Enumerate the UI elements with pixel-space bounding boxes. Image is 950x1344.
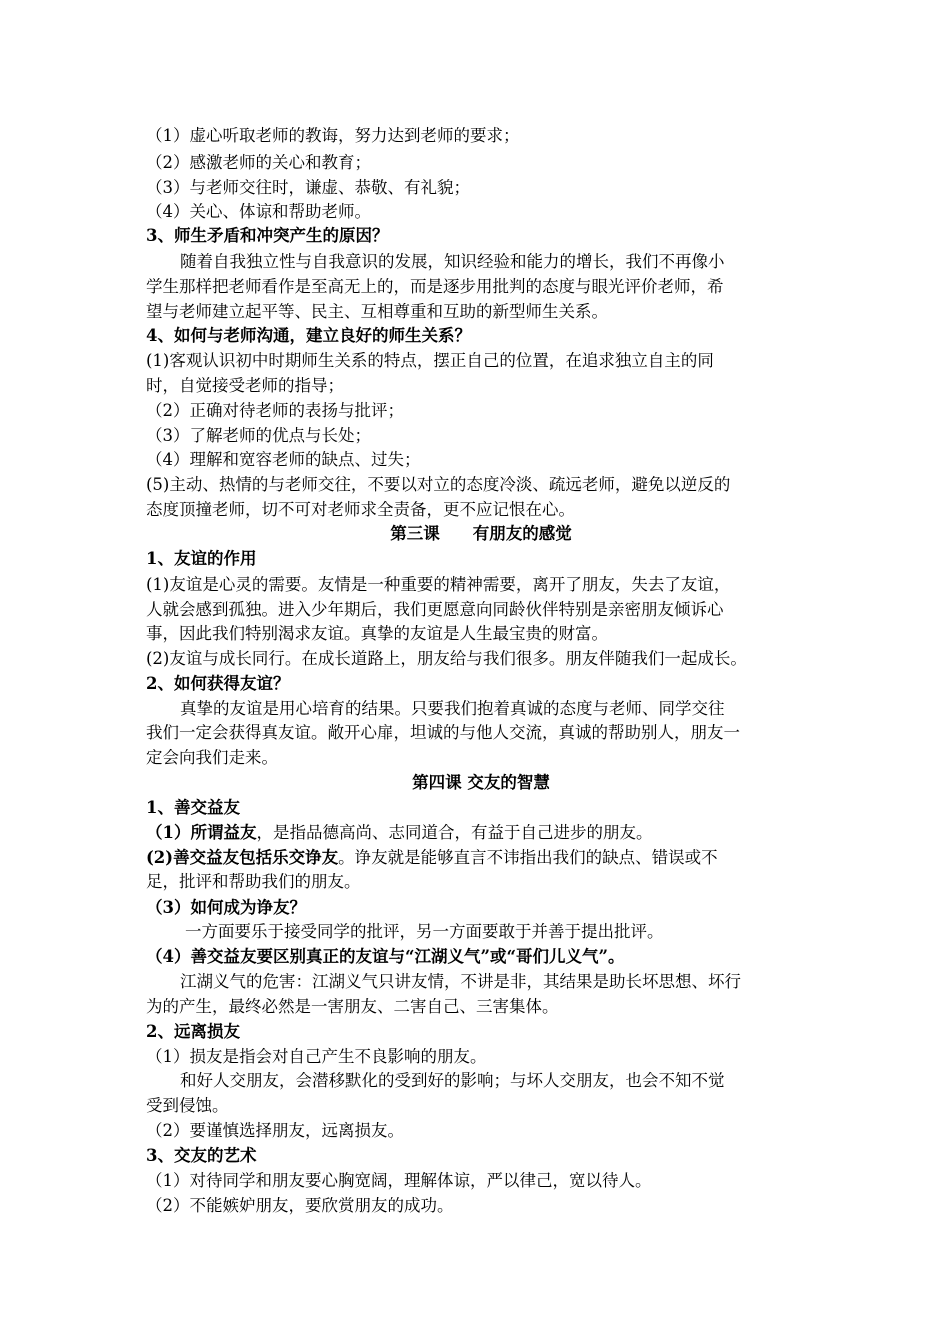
text-line: 足，批评和帮助我们的朋友。 [146, 872, 361, 891]
text-line: 人就会感到孤独。进入少年期后，我们更愿意向同龄伙伴特别是亲密朋友倾诉心 [146, 600, 724, 619]
section-heading: 1、友谊的作用 [146, 549, 257, 568]
line-rest: ，是指品德高尚、志同道合，有益于自己进步的朋友。 [256, 823, 653, 842]
text-line: （1）虚心听取老师的教诲，努力达到老师的要求； [146, 126, 520, 145]
bold-term: (2)善交益友包括乐交诤友 [146, 848, 339, 867]
line-rest: 。诤友就是能够直言不讳指出我们的缺点、错误或不 [338, 848, 718, 867]
text-line: 事，因此我们特别渴求友谊。真挚的友谊是人生最宝贵的财富。 [146, 624, 608, 643]
text-line: 随着自我独立性与自我意识的发展，知识经验和能力的增长，我们不再像小 [180, 252, 725, 271]
text-line: (1)客观认识初中时期师生关系的特点，摆正自己的位置，在追求独立自主的同 [146, 351, 714, 370]
text-line: 我们一定会获得真友谊。敞开心扉，坦诚的与他人交流，真诚的帮助别人，朋友一 [146, 723, 740, 742]
text-line: 定会向我们走来。 [146, 748, 278, 767]
text-line: (2)友谊与成长同行。在成长道路上，朋友给与我们很多。朋友伴随我们一起成长。 [146, 649, 747, 668]
bold-term: （1）所谓益友 [146, 823, 257, 842]
text-line: 学生那样把老师看作是至高无上的，而是逐步用批判的态度与眼光评价老师，希 [146, 277, 724, 296]
lesson-title: 第四课 交友的智慧 [412, 773, 550, 792]
text-line: （4）理解和宽容老师的缺点、过失； [146, 450, 421, 469]
text-line: （2）感激老师的关心和教育； [146, 153, 371, 172]
text-line: （3）了解老师的优点与长处； [146, 426, 371, 445]
text-line: （1）损友是指会对自己产生不良影响的朋友。 [146, 1047, 487, 1066]
text-line: (1)友谊是心灵的需要。友情是一种重要的精神需要，离开了朋友，失去了友谊， [146, 575, 731, 594]
section-heading: 2、远离损友 [146, 1022, 240, 1041]
text-line: 望与老师建立起平等、民主、互相尊重和互助的新型师生关系。 [146, 302, 608, 321]
section-heading: 3、师生矛盾和冲突产生的原因？ [146, 226, 389, 245]
text-line: （1）对待同学和朋友要心胸宽阔，理解体谅，严以律己，宽以待人。 [146, 1171, 652, 1190]
lesson-title: 第三课 有朋友的感觉 [390, 524, 572, 543]
text-line: 时，自觉接受老师的指导； [146, 376, 344, 395]
text-line: （2）正确对待老师的表扬与批评； [146, 401, 404, 420]
text-line: (5)主动、热情的与老师交往，不要以对立的态度冷淡、疏远老师，避免以逆反的 [146, 475, 731, 494]
text-line: 真挚的友谊是用心培育的结果。只要我们抱着真诚的态度与老师、同学交往 [180, 699, 725, 718]
text-line: （2）不能嫉妒朋友，要欣赏朋友的成功。 [146, 1196, 454, 1215]
text-line: 一方面要乐于接受同学的批评，另一方面要敢于并善于提出批评。 [185, 922, 664, 941]
text-line: （2）要谨慎选择朋友，远离损友。 [146, 1121, 404, 1140]
section-heading: 3、交友的艺术 [146, 1146, 257, 1165]
section-heading: 4、如何与老师沟通，建立良好的师生关系？ [146, 326, 471, 345]
subsection-heading: （3）如何成为诤友？ [146, 898, 306, 917]
text-line: 和好人交朋友，会潜移默化的受到好的影响；与坏人交朋友，也会不知不觉 [180, 1071, 725, 1090]
section-heading: 1、善交益友 [146, 798, 240, 817]
text-line: 江湖义气的危害：江湖义气只讲友情，不讲是非，其结果是助长坏思想、坏行 [180, 972, 741, 991]
text-line [146, 821, 816, 845]
section-heading: 2、如何获得友谊？ [146, 674, 290, 693]
text-line: （3）与老师交往时，谦虚、恭敬、有礼貌； [146, 178, 470, 197]
text-line: 为的产生，最终必然是一害朋友、二害自己、三害集体。 [146, 997, 559, 1016]
text-line: 受到侵蚀。 [146, 1096, 229, 1115]
text-line [146, 846, 816, 870]
text-line: （4）关心、体谅和帮助老师。 [146, 202, 371, 221]
subsection-heading: （4）善交益友要区别真正的友谊与“江湖义气”或“哥们儿义气”。 [146, 947, 625, 966]
text-line: 态度顶撞老师，切不可对老师求全责备，更不应记恨在心。 [146, 500, 575, 519]
